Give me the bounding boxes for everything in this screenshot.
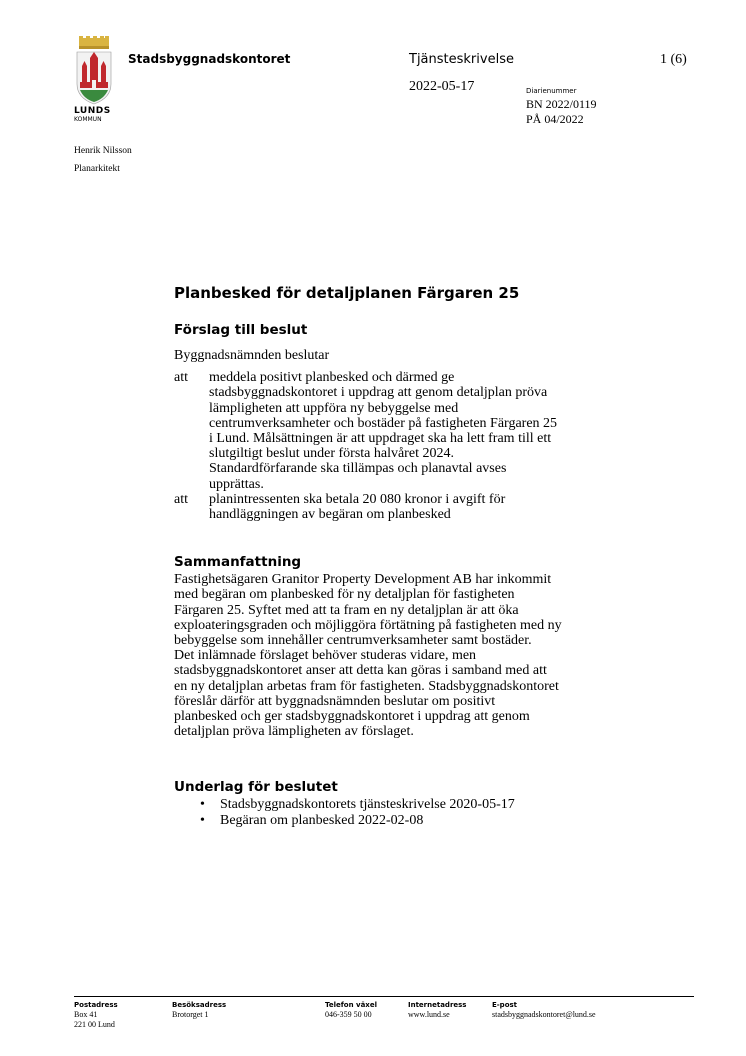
text-line: upprättas. [209, 476, 264, 492]
text-line: slutgiltigt beslut under första halvåret 2024. [209, 446, 454, 462]
diarie-number-pa: PÅ 04/2022 [526, 112, 584, 126]
text-line: planbesked och ger stadsbyggnadskontoret i uppdrag att genom [174, 709, 530, 725]
diarie-label: Diarienummer [526, 87, 577, 95]
footer-visit [172, 1000, 226, 1020]
text-line: med begäran om planbesked för ny detaljplan för fastigheten [174, 587, 515, 603]
decision-item-key: att [174, 491, 188, 507]
text-line: bebyggelse som innehåller centrumverksamheter samt bostäder. [174, 633, 532, 649]
footer-divider [74, 996, 694, 997]
footer-value: Brotorget 1 [172, 1010, 209, 1019]
text-line: i Lund. Målsättningen är att uppdraget ska ha lett fram till ett [209, 431, 552, 447]
text-line: Färgaren 25. Syftet med att ta fram en ny detaljplan är att öka [174, 602, 519, 618]
document-body [174, 284, 644, 828]
text-line: exploateringsgraden och möjliggöra förtätning på fastigheten med ny [174, 617, 562, 633]
decision-item [174, 492, 644, 522]
footer-web [408, 1000, 466, 1020]
text-line: stadsbyggnadskontoret i uppdrag att genom detaljplan pröva [209, 385, 548, 401]
logo-text-lunds: LUNDS [74, 106, 111, 116]
page-number: 1 (6) [660, 52, 687, 67]
decision-item-text [209, 370, 644, 492]
footer-label: E-post [492, 1001, 518, 1009]
basis-list [174, 797, 644, 827]
text-line: föreslår därför att byggnadsnämnden beslutar om positivt [174, 693, 496, 709]
text-line: centrumverksamheter och bostäder på fastigheten Färgaren 25 [209, 415, 558, 431]
footer-label: Internetadress [408, 1001, 467, 1009]
decision-item-text [209, 492, 644, 522]
text-line: Det inlämnade förslaget behöver studeras vidare, men [174, 648, 477, 664]
summary-text [174, 572, 644, 739]
text-line: Standardförfarande ska tillämpas och planavtal avses [209, 461, 507, 477]
text-line: stadsbyggnadskontoret anser att detta kan göras i samband med att [174, 663, 547, 679]
decision-item [174, 370, 644, 492]
footer-value[interactable]: stadsbyggnadskontoret@lund.se [492, 1010, 596, 1019]
document-type: Tjänsteskrivelse [409, 52, 514, 67]
diarie-number-bn: BN 2022/0119 [526, 97, 597, 111]
footer-label: Besöksadress [172, 1001, 227, 1009]
footer-phone [325, 1000, 377, 1020]
logo-text-kommun: KOMMUN [74, 116, 102, 123]
text-line: lämpligheten att uppföra ny bebyggelse med [209, 400, 459, 416]
footer-value: 046-359 50 00 [325, 1010, 372, 1019]
footer-value: 221 00 Lund [74, 1020, 115, 1029]
text-line: meddela positivt planbesked och därmed ge [209, 370, 455, 386]
footer-email [492, 1000, 596, 1020]
document-title: Planbesked för detaljplanen Färgaren 25 [174, 284, 520, 302]
organization-name: Stadsbyggnadskontoret [128, 52, 291, 66]
text-line: planintressenten ska betala 20 080 kronor i avgift för [209, 491, 506, 507]
footer-value[interactable]: www.lund.se [408, 1010, 450, 1019]
list-item: • Stadsbyggnadskontorets tjänsteskrivelse 2020-05-17 [200, 797, 515, 813]
footer-value: Box 41 [74, 1010, 98, 1019]
summary-heading: Sammanfattning [174, 554, 302, 571]
text-line: detaljplan pröva lämpligheten av förslaget. [174, 724, 414, 740]
author-title: Planarkitekt [74, 164, 120, 174]
text-line: Fastighetsägaren Granitor Property Development AB har inkommit [174, 572, 552, 588]
list-item-text: Begäran om planbesked 2022-02-08 [220, 812, 424, 828]
author-name: Henrik Nilsson [74, 146, 132, 156]
document-date: 2022-05-17 [409, 79, 475, 94]
list-item: • Begäran om planbesked 2022-02-08 [200, 812, 424, 828]
footer-label: Postadress [74, 1001, 118, 1009]
list-item-text: Stadsbyggnadskontorets tjänsteskrivelse 2020-05-17 [220, 797, 515, 813]
text-line: en ny detaljplan arbetas fram för fastigheten. Stadsbyggnadskontoret [174, 678, 559, 694]
text-line: handläggningen av begäran om planbesked [209, 507, 451, 523]
lunds-kommun-logo [74, 36, 114, 126]
footer-label: Telefon växel [325, 1001, 377, 1009]
footer-postal [74, 1000, 118, 1030]
decision-item-key: att [174, 370, 188, 386]
basis-heading: Underlag för beslutet [174, 779, 338, 796]
proposal-heading: Förslag till beslut [174, 322, 308, 338]
proposal-intro: Byggnadsnämnden beslutar [174, 348, 330, 363]
